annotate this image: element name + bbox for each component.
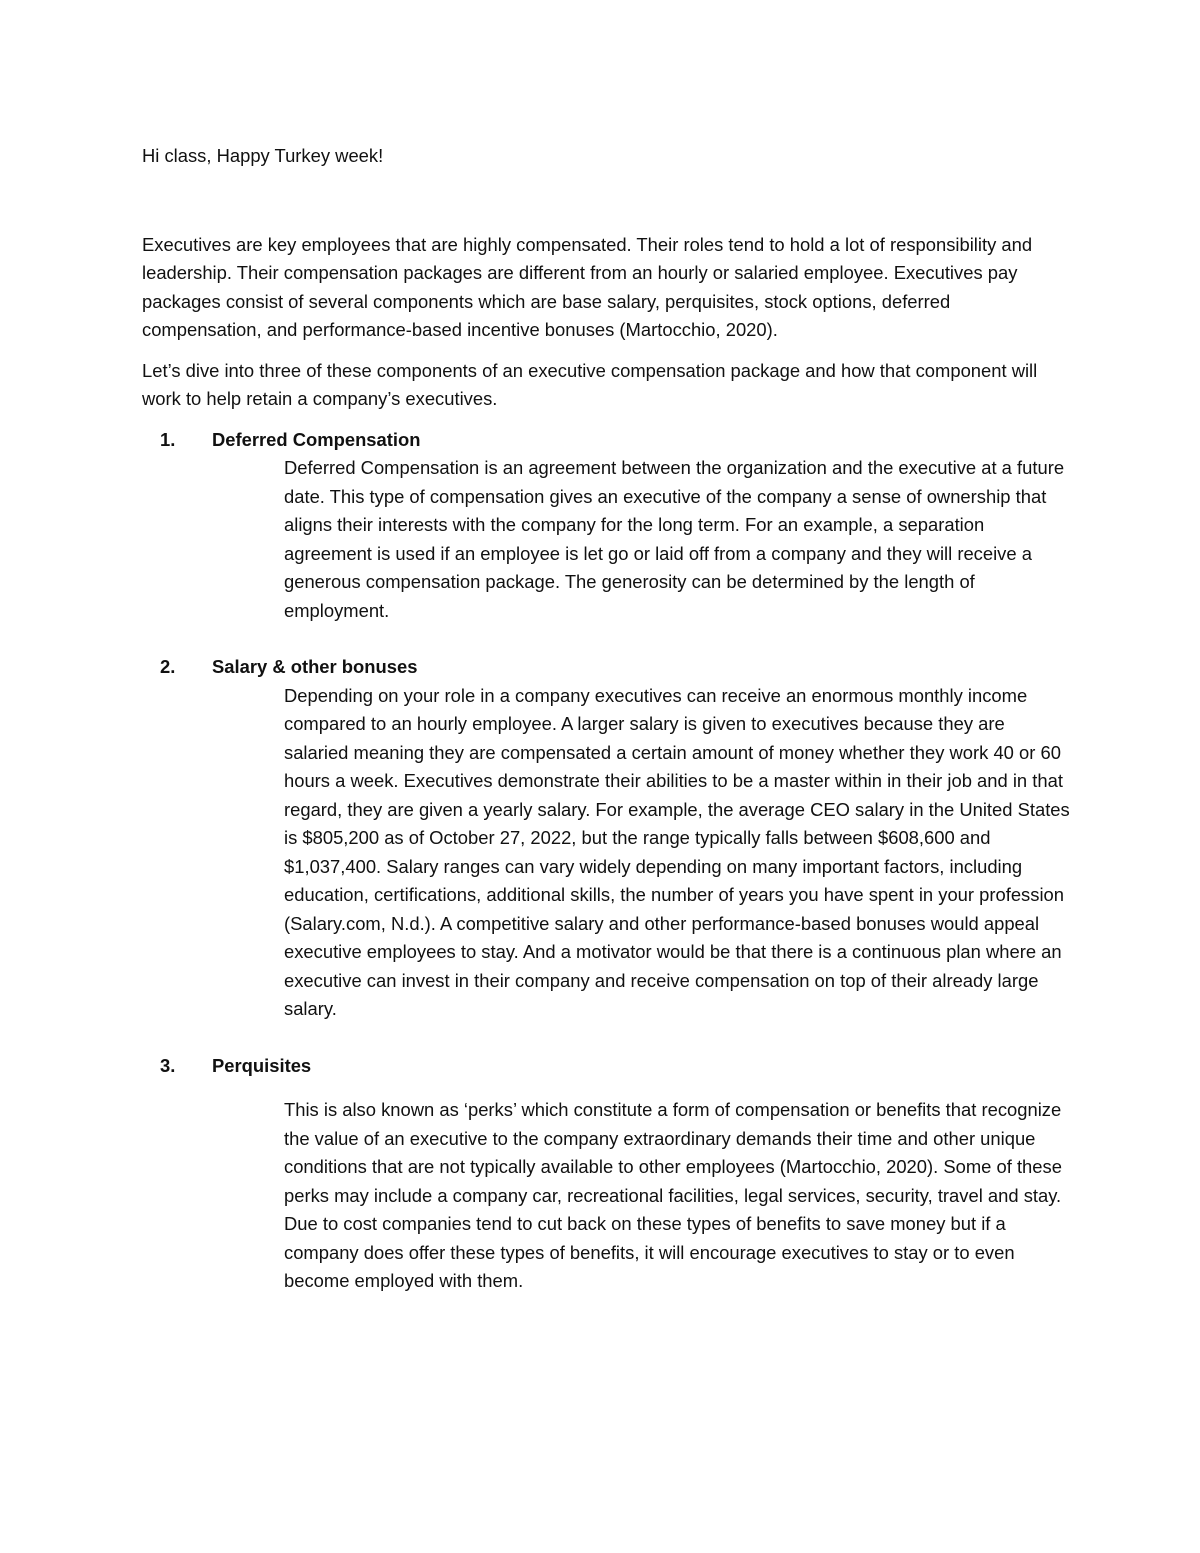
greeting-line: Hi class, Happy Turkey week!	[142, 145, 384, 166]
list-item-salary-bonuses	[142, 653, 1070, 1024]
intro-paragraph: Executives are key employees that are highly compensated. Their roles tend to hold a lot of responsibility and leadership. Their compensation packages are different from an hourly or salaried employee. Executives pay packages consist of several components which are base salary, perquisites, stock options, deferred compensation, and performance-based incentive bonuses (Martocchio, 2020).	[142, 233, 1033, 340]
document-body	[142, 142, 1070, 1296]
list-item-body: This is also known as ‘perks’ which constitute a form of compensation or benefits that recognize the value of an executive to the company extraordinary demands their time and other unique conditions that are not typically available to other employees (Martocchio, 2020). Some of these perks may include a company car, recreational facilities, legal services, security, travel and stay. Due to cost companies tend to cut back on these types of benefits to save money but if a company does offer these types of benefits, it will encourage executives to stay or to even become employed with them.	[284, 1099, 1062, 1291]
lead-in-paragraph: Let’s dive into three of these components of an executive compensation package and how that component will work to help retain a company’s executives.	[142, 359, 1038, 409]
list-item-heading	[142, 1052, 1070, 1081]
list-item-title: Salary & other bonuses	[212, 656, 418, 677]
list-item-title: Deferred Compensation	[212, 428, 421, 450]
list-item-heading	[142, 426, 1070, 455]
list-item-heading	[142, 653, 1070, 682]
list-item-body: Deferred Compensation is an agreement between the organization and the executive at a future date. This type of compensation gives an executive of the company a sense of ownership that aligns their interests with the company for the long term. For an example, a separation agreement is used if an employee is let go or laid off from a company and they will receive a generous compensation package. The generosity can be determined by the length of employment.	[284, 457, 1065, 621]
list-item-deferred-compensation	[142, 426, 1070, 626]
list-item-number: 1.	[160, 428, 176, 450]
list-item-number: 3.	[160, 1054, 176, 1076]
list-item-perquisites	[142, 1052, 1070, 1296]
list-item-title: Perquisites	[212, 1054, 312, 1076]
numbered-list	[142, 426, 1070, 1296]
list-item-body: Depending on your role in a company executives can receive an enormous monthly income compared to an hourly employee. A larger salary is given to executives because they are salaried meaning they are compensated a certain amount of money whether they work 40 or 60 hours a week. Executives demonstrate their abilities to be a master within in their job and in that regard, they are given a yearly salary. For example, the average CEO salary in the United States is $805,200 as of October 27, 2022, but the range typically falls between $608,600 and $1,037,400. Salary ranges can vary widely depending on many important factors, including education, certifications, additional skills, the number of years you have spent in your profession (Salary.com, N.d.). A competitive salary and other performance-based bonuses would appeal executive employees to stay. And a motivator would be that there is a continuous plan where an executive can invest in their company and receive compensation on top of their already large salary.	[284, 684, 1070, 1019]
list-item-number: 2.	[160, 656, 176, 677]
